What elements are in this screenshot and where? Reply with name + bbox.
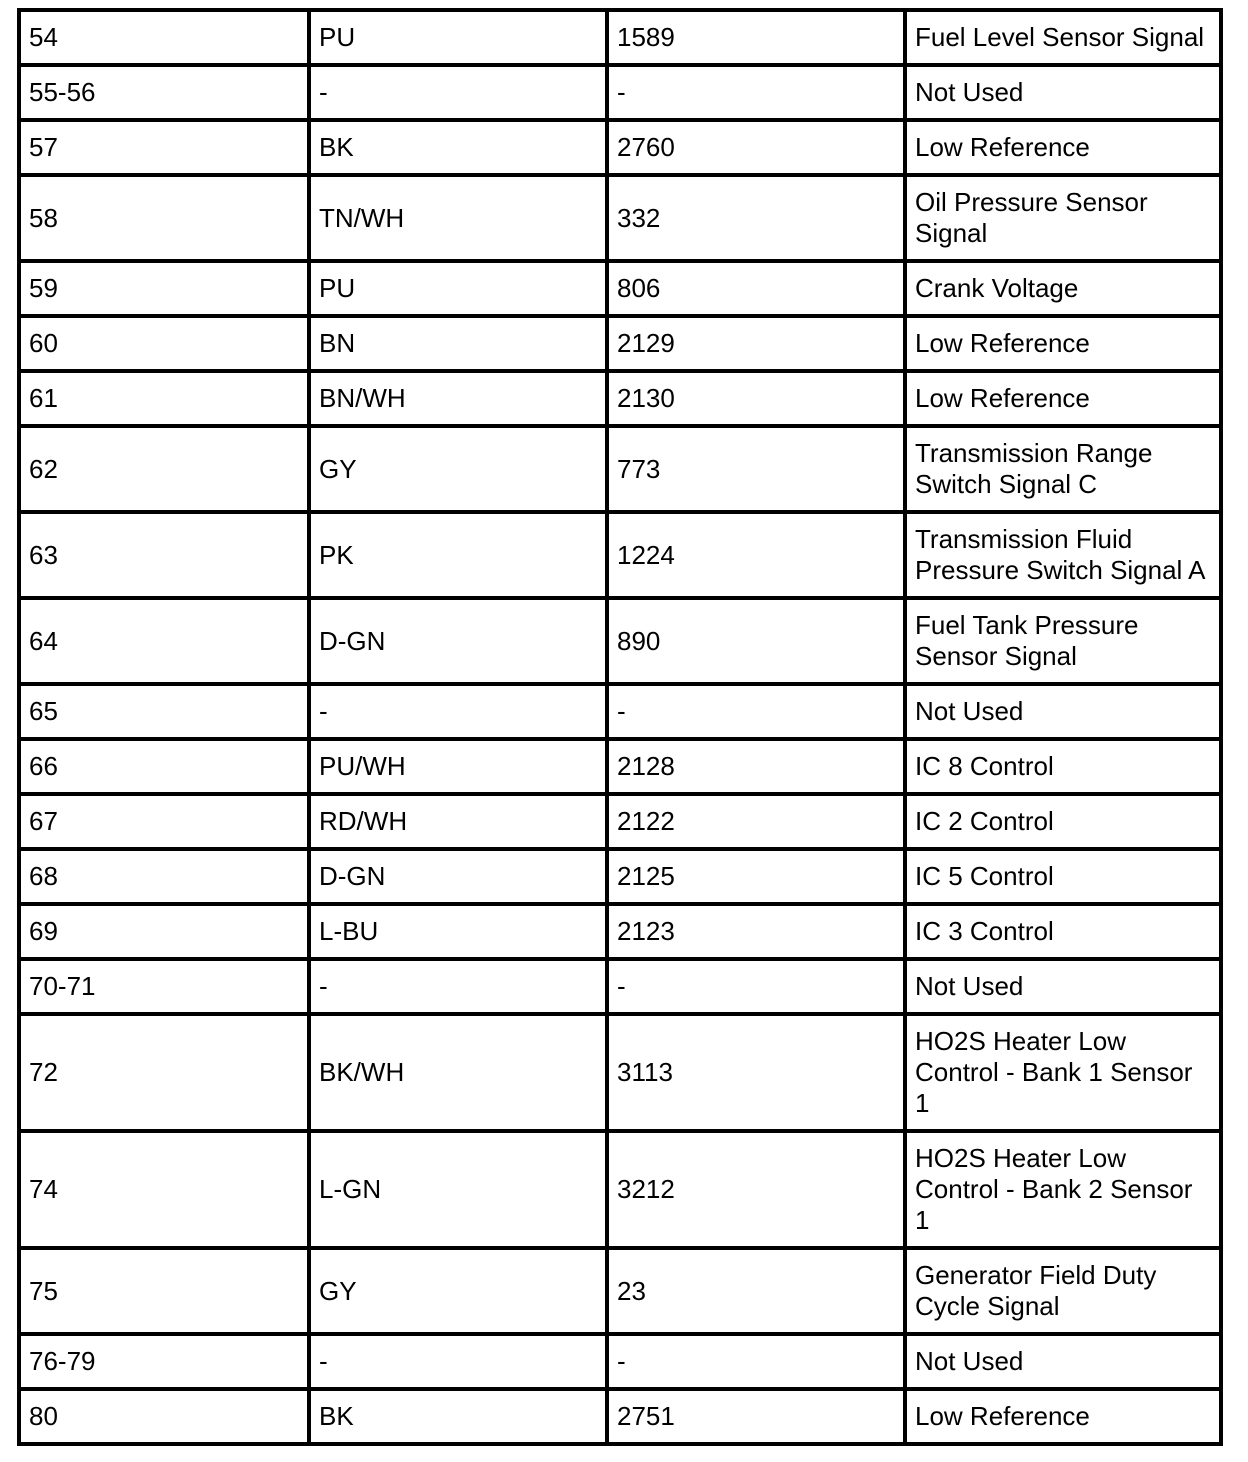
function-cell: Generator Field Duty Cycle Signal <box>905 1248 1221 1334</box>
circuit-cell: - <box>607 959 905 1014</box>
table-row <box>19 904 1221 959</box>
circuit-cell: 1224 <box>607 512 905 598</box>
function-cell: Fuel Tank Pressure Sensor Signal <box>905 598 1221 684</box>
pin-cell: 66 <box>19 739 309 794</box>
circuit-cell: - <box>607 684 905 739</box>
wire-color-cell: BN <box>309 316 607 371</box>
table-row <box>19 1014 1221 1131</box>
circuit-cell: 2751 <box>607 1389 905 1444</box>
function-cell: Not Used <box>905 1334 1221 1389</box>
pin-cell: 68 <box>19 849 309 904</box>
pin-cell: 67 <box>19 794 309 849</box>
pin-cell: 80 <box>19 1389 309 1444</box>
function-cell: Transmission Fluid Pressure Switch Signal A <box>905 512 1221 598</box>
table-row <box>19 684 1221 739</box>
function-cell: Crank Voltage <box>905 261 1221 316</box>
pin-cell: 69 <box>19 904 309 959</box>
circuit-cell: - <box>607 1334 905 1389</box>
wire-color-cell: BK <box>309 1389 607 1444</box>
table-row <box>19 1389 1221 1444</box>
wire-color-cell: PK <box>309 512 607 598</box>
function-cell: Oil Pressure Sensor Signal <box>905 175 1221 261</box>
circuit-cell: 2125 <box>607 849 905 904</box>
wire-color-cell: - <box>309 1334 607 1389</box>
pin-cell: 65 <box>19 684 309 739</box>
pin-cell: 72 <box>19 1014 309 1131</box>
table-body <box>19 10 1221 1444</box>
function-cell: Low Reference <box>905 316 1221 371</box>
pin-cell: 55-56 <box>19 65 309 120</box>
pin-cell: 57 <box>19 120 309 175</box>
table-row <box>19 1334 1221 1389</box>
wire-color-cell: PU/WH <box>309 739 607 794</box>
circuit-cell: 1589 <box>607 10 905 65</box>
table-row <box>19 1131 1221 1248</box>
function-cell: IC 2 Control <box>905 794 1221 849</box>
table-row <box>19 261 1221 316</box>
circuit-cell: 2128 <box>607 739 905 794</box>
wire-color-cell: BN/WH <box>309 371 607 426</box>
wire-color-cell: RD/WH <box>309 794 607 849</box>
pin-cell: 61 <box>19 371 309 426</box>
table-row <box>19 598 1221 684</box>
pin-cell: 76-79 <box>19 1334 309 1389</box>
function-cell: IC 8 Control <box>905 739 1221 794</box>
circuit-cell: 3212 <box>607 1131 905 1248</box>
wire-color-cell: GY <box>309 426 607 512</box>
table-row <box>19 959 1221 1014</box>
table-row <box>19 849 1221 904</box>
circuit-cell: 23 <box>607 1248 905 1334</box>
circuit-cell: 2129 <box>607 316 905 371</box>
pin-cell: 75 <box>19 1248 309 1334</box>
pin-cell: 62 <box>19 426 309 512</box>
function-cell: Not Used <box>905 959 1221 1014</box>
function-cell: Transmission Range Switch Signal C <box>905 426 1221 512</box>
circuit-cell: 2122 <box>607 794 905 849</box>
pin-cell: 58 <box>19 175 309 261</box>
function-cell: IC 3 Control <box>905 904 1221 959</box>
wire-color-cell: L-BU <box>309 904 607 959</box>
function-cell: Low Reference <box>905 1389 1221 1444</box>
wire-color-cell: L-GN <box>309 1131 607 1248</box>
pin-cell: 54 <box>19 10 309 65</box>
circuit-cell: 2760 <box>607 120 905 175</box>
table-row <box>19 120 1221 175</box>
table-row <box>19 1248 1221 1334</box>
table-row <box>19 65 1221 120</box>
wire-color-cell: BK/WH <box>309 1014 607 1131</box>
pin-cell: 70-71 <box>19 959 309 1014</box>
function-cell: Low Reference <box>905 371 1221 426</box>
connector-pinout-table <box>17 8 1223 1446</box>
function-cell: Not Used <box>905 684 1221 739</box>
function-cell: Fuel Level Sensor Signal <box>905 10 1221 65</box>
table-row <box>19 371 1221 426</box>
function-cell: HO2S Heater Low Control - Bank 2 Sensor 1 <box>905 1131 1221 1248</box>
wire-color-cell: D-GN <box>309 598 607 684</box>
wire-color-cell: D-GN <box>309 849 607 904</box>
table-row <box>19 426 1221 512</box>
circuit-cell: 890 <box>607 598 905 684</box>
circuit-cell: 806 <box>607 261 905 316</box>
circuit-cell: 773 <box>607 426 905 512</box>
wire-color-cell: TN/WH <box>309 175 607 261</box>
table-row <box>19 794 1221 849</box>
table-row <box>19 512 1221 598</box>
wire-color-cell: - <box>309 65 607 120</box>
circuit-cell: - <box>607 65 905 120</box>
table-row <box>19 10 1221 65</box>
function-cell: Low Reference <box>905 120 1221 175</box>
pin-cell: 64 <box>19 598 309 684</box>
wire-color-cell: GY <box>309 1248 607 1334</box>
wire-color-cell: BK <box>309 120 607 175</box>
circuit-cell: 332 <box>607 175 905 261</box>
table-row <box>19 316 1221 371</box>
circuit-cell: 2130 <box>607 371 905 426</box>
wire-color-cell: PU <box>309 261 607 316</box>
table-row <box>19 175 1221 261</box>
wire-color-cell: PU <box>309 10 607 65</box>
pin-cell: 60 <box>19 316 309 371</box>
pin-cell: 59 <box>19 261 309 316</box>
function-cell: IC 5 Control <box>905 849 1221 904</box>
circuit-cell: 3113 <box>607 1014 905 1131</box>
pin-cell: 74 <box>19 1131 309 1248</box>
wire-color-cell: - <box>309 959 607 1014</box>
function-cell: HO2S Heater Low Control - Bank 1 Sensor 1 <box>905 1014 1221 1131</box>
circuit-cell: 2123 <box>607 904 905 959</box>
function-cell: Not Used <box>905 65 1221 120</box>
pin-cell: 63 <box>19 512 309 598</box>
table-row <box>19 739 1221 794</box>
wire-color-cell: - <box>309 684 607 739</box>
